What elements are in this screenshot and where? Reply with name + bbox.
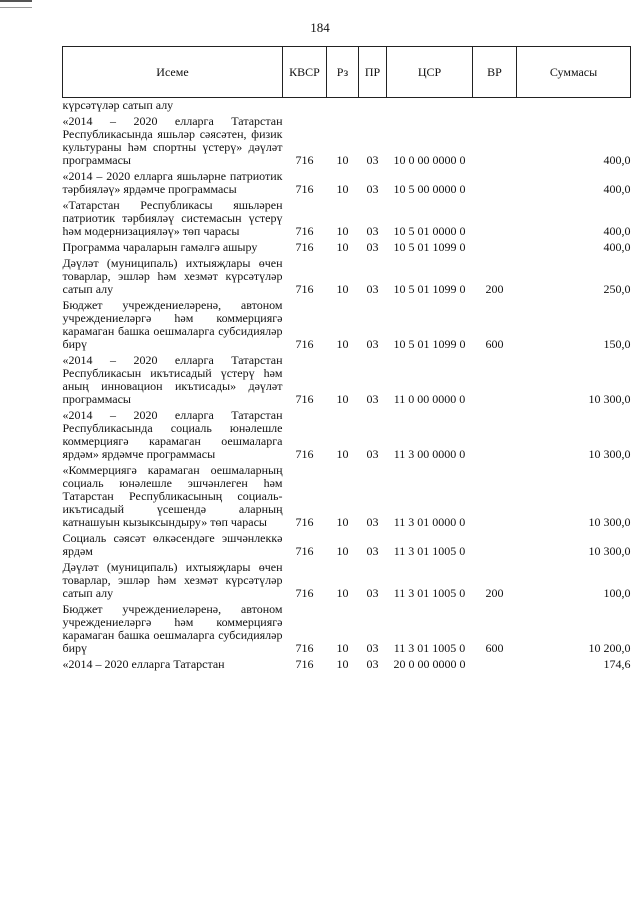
row-pr: 03: [366, 153, 379, 167]
table-body: [63, 98, 631, 674]
row-csr: 10 0 00 0000 0: [393, 153, 466, 167]
row-sum: 10 300,0: [588, 515, 631, 529]
row-vr: [473, 353, 517, 408]
row-rz: 10: [336, 153, 349, 167]
table-row: [63, 463, 631, 531]
header-kvsr: КВСР: [283, 47, 327, 98]
row-name: «2014 – 2020 елларга Татарстан Республикасында социаль юнәлешле коммерциягә карамаган оешмаларга ярдәм» ярдәмче программасы: [62, 408, 283, 461]
table-row: [63, 298, 631, 353]
row-rz: 10: [336, 515, 349, 529]
row-name: Социаль сәясәт өлкәсендәге эшчәнлеккә ярдәм: [62, 531, 283, 558]
row-csr: 10 5 01 1099 0: [393, 337, 466, 351]
row-rz: [327, 98, 359, 115]
row-pr: 03: [366, 240, 379, 254]
row-sum: 100,0: [603, 586, 631, 600]
row-name: «Коммерциягә карамаган оешмаларның социаль юнәлешле эшчәнлеген һәм Татарстан Республикасының социаль-икътисадый үсешендә аларның катнашуын кызыксындыру» төп чарасы: [62, 463, 283, 529]
row-vr: [473, 408, 517, 463]
row-name: күрсәтүләр сатып алу: [62, 98, 174, 112]
row-kvsr: 716: [295, 515, 314, 529]
table-row: [63, 657, 631, 673]
row-rz: 10: [336, 392, 349, 406]
row-vr: [473, 198, 517, 240]
row-csr: [387, 98, 473, 115]
row-csr: 11 0 00 0000 0: [393, 392, 466, 406]
row-pr: 03: [366, 337, 379, 351]
row-sum: 10 300,0: [588, 544, 631, 558]
row-rz: 10: [336, 657, 349, 671]
row-csr: 11 3 01 1005 0: [393, 544, 466, 558]
row-sum: 10 300,0: [588, 392, 631, 406]
row-kvsr: [283, 98, 327, 115]
row-rz: 10: [336, 337, 349, 351]
row-sum: [517, 98, 631, 115]
row-vr: [473, 240, 517, 256]
row-kvsr: 716: [295, 544, 314, 558]
row-csr: 10 5 01 0000 0: [393, 224, 466, 238]
row-pr: 03: [366, 641, 379, 655]
row-name: Программа чараларын гамәлгә ашыру: [62, 240, 258, 254]
row-csr: 11 3 01 0000 0: [393, 515, 466, 529]
row-name: «Татарстан Республикасы яшьләрен патриотик тәрбияләү системасын үстерү һәм модернизацияләү» төп чарасы: [62, 198, 283, 238]
row-pr: 03: [366, 515, 379, 529]
header-rz: Рз: [327, 47, 359, 98]
row-csr: 10 5 00 0000 0: [393, 182, 466, 196]
row-sum: 250,0: [603, 282, 631, 296]
row-kvsr: 716: [295, 153, 314, 167]
row-name: Бюджет учреждениеләренә, автоном учреждениеләргә һәм коммерциягә карамаган башка оешмаларга субсидияләр бирү: [62, 602, 283, 655]
row-name: «2014 – 2020 елларга Татарстан: [62, 657, 225, 671]
row-vr: 600: [485, 641, 504, 655]
row-name: «2014 – 2020 елларга Татарстан Республикасын икътисадый үстерү һәм аның инновацион икътисады» дәүләт программасы: [62, 353, 283, 406]
row-vr: 200: [485, 282, 504, 296]
row-kvsr: 716: [295, 586, 314, 600]
header-csr: ЦСР: [387, 47, 473, 98]
row-sum: 400,0: [603, 153, 631, 167]
table-row: [63, 560, 631, 602]
row-pr: 03: [366, 657, 379, 671]
row-vr: [473, 98, 517, 115]
row-pr: [359, 98, 387, 115]
row-rz: 10: [336, 641, 349, 655]
row-pr: 03: [366, 182, 379, 196]
row-sum: 174,6: [603, 657, 631, 671]
row-pr: 03: [366, 282, 379, 296]
row-csr: 10 5 01 1099 0: [393, 240, 466, 254]
row-csr: 11 3 00 0000 0: [393, 447, 466, 461]
row-kvsr: 716: [295, 182, 314, 196]
row-pr: 03: [366, 447, 379, 461]
row-name: Бюджет учреждениеләренә, автоном учреждениеләргә һәм коммерциягә карамаган башка оешмаларга субсидияләр бирү: [62, 298, 283, 351]
budget-table: [62, 46, 631, 673]
table-row: [63, 408, 631, 463]
row-rz: 10: [336, 544, 349, 558]
row-vr: [473, 114, 517, 169]
row-kvsr: 716: [295, 392, 314, 406]
table-row: [63, 353, 631, 408]
table-row: [63, 602, 631, 657]
row-vr: [473, 463, 517, 531]
table-row: [63, 256, 631, 298]
row-pr: 03: [366, 224, 379, 238]
row-csr: 20 0 00 0000 0: [393, 657, 466, 671]
row-sum: 400,0: [603, 240, 631, 254]
row-rz: 10: [336, 240, 349, 254]
row-kvsr: 716: [295, 282, 314, 296]
row-sum: 400,0: [603, 224, 631, 238]
row-name: «2014 – 2020 елларга Татарстан Республикасында яшьләр сәясәтен, физик культураны һәм спортны үстерү» дәүләт программасы: [62, 114, 283, 167]
row-kvsr: 716: [295, 240, 314, 254]
row-sum: 150,0: [603, 337, 631, 351]
row-rz: 10: [336, 224, 349, 238]
row-vr: 200: [485, 586, 504, 600]
header-pr: ПР: [359, 47, 387, 98]
row-sum: 400,0: [603, 182, 631, 196]
row-csr: 11 3 01 1005 0: [393, 586, 466, 600]
table-row: [63, 198, 631, 240]
row-sum: 10 200,0: [588, 641, 631, 655]
row-name: Дәүләт (муниципаль) ихтыяҗлары өчен товарлар, эшләр һәм хезмәт күрсәтүләр сатып алу: [62, 560, 283, 600]
page-number: 184: [310, 20, 330, 35]
row-rz: 10: [336, 282, 349, 296]
table-row: [63, 114, 631, 169]
row-vr: 600: [485, 337, 504, 351]
row-kvsr: 716: [295, 224, 314, 238]
row-vr: [473, 657, 517, 673]
row-pr: 03: [366, 586, 379, 600]
row-rz: 10: [336, 586, 349, 600]
row-name: Дәүләт (муниципаль) ихтыяҗлары өчен товарлар, эшләр һәм хезмәт күрсәтүләр сатып алу: [62, 256, 283, 296]
row-kvsr: 716: [295, 337, 314, 351]
row-name: «2014 – 2020 елларга яшьләрне патриотик тәрбияләү» ярдәмче программасы: [62, 169, 283, 196]
table-row: [63, 240, 631, 256]
row-pr: 03: [366, 392, 379, 406]
header-vr: ВР: [473, 47, 517, 98]
row-vr: [473, 169, 517, 198]
header-name: Исеме: [63, 47, 283, 98]
row-rz: 10: [336, 182, 349, 196]
scan-corner-mark: [0, 0, 32, 8]
row-kvsr: 716: [295, 447, 314, 461]
header-sum: Суммасы: [517, 47, 631, 98]
table-row: [63, 98, 631, 115]
row-kvsr: 716: [295, 641, 314, 655]
row-rz: 10: [336, 447, 349, 461]
row-csr: 10 5 01 1099 0: [393, 282, 466, 296]
table-row: [63, 531, 631, 560]
table-header-row: [63, 47, 631, 98]
row-pr: 03: [366, 544, 379, 558]
row-sum: 10 300,0: [588, 447, 631, 461]
table-row: [63, 169, 631, 198]
row-vr: [473, 531, 517, 560]
row-kvsr: 716: [295, 657, 314, 671]
row-csr: 11 3 01 1005 0: [393, 641, 466, 655]
